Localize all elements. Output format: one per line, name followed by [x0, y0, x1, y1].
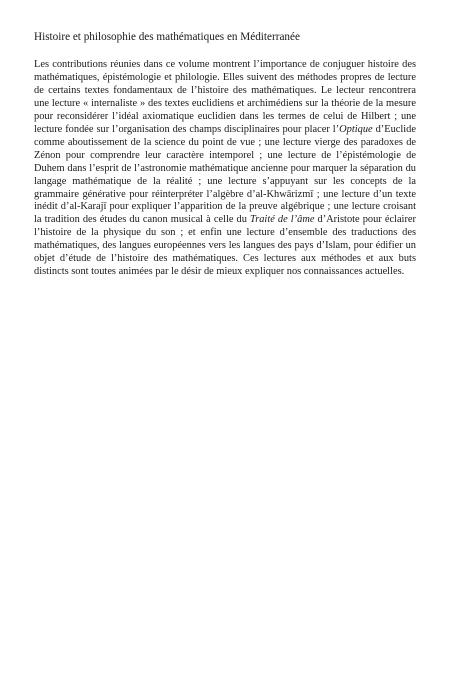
- abstract-paragraph: [34, 59, 416, 279]
- document-page: [34, 30, 416, 279]
- book-title-optique: Optique: [339, 123, 373, 135]
- book-title-traite-de-l-ame: Traité de l’âme: [249, 214, 315, 226]
- paragraph-segment: d’Aristote pour éclairer l’histoire de la physique du son ; et enfin une lecture d’ensemble des traductions des mathématiques, des langues européennes vers les langues des pays d’Islam, pour édifier un objet d’étude de l’histoire des mathématiques. Ces lectures aux méthodes et aux buts distincts sont toutes animées par le désir de mieux expliquer nos connaissances actuelles.: [34, 214, 416, 278]
- paragraph-segment: d’Euclide comme aboutissement de la science du point de vue ; une lecture vierge des paradoxes de Zénon pour comprendre leur caractère intemporel ; une lecture de l’épistémologie de Duhem dans l’esprit de l’astronomie mathématique ancienne pour marquer la séparation du langage mathématique de la réalité ; une lecture s’appuyant sur les concepts de la grammaire générative pour réinterpréter l’algèbre d’al-Khwārizmī ; une lecture d’un texte inédit d’al-Karajī pour expliquer l’apparition de la preuve algébrique ; une lecture croisant la tradition des études du canon musical à celle du: [34, 123, 416, 226]
- document-title: Histoire et philosophie des mathématiques en Méditerranée: [34, 31, 300, 43]
- paragraph-segment: Les contributions réunies dans ce volume montrent l’importance de conjuguer histoire des mathématiques, épistémologie et philologie. Elles suivent des méthodes propres de lecture de certains textes fondamentaux de l’histoire des mathématiques. Le lecteur rencontrera une lecture « internaliste » des textes euclidiens et archimédiens sur la théorie de la mesure pour reconsidérer l’idéal axiomatique euclidien dans les termes de celui de Hilbert ; une lecture fondée sur l’organisation des champs disciplinaires pour placer l’: [34, 59, 416, 135]
